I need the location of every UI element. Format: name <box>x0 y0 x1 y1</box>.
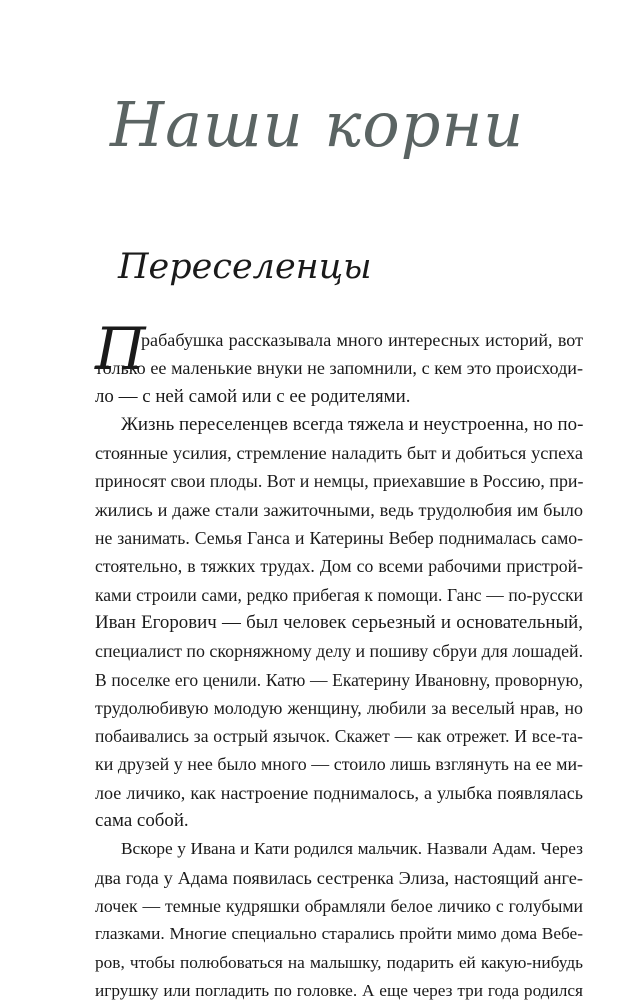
text-line: Вскоре у Ивана и Кати родился мальчик. Назвали Адам. Через <box>121 839 583 859</box>
text-line: ки друзей у нее было много — стоило лишь взглянуть на ее ми- <box>95 754 583 775</box>
chapter-title: Наши корни <box>110 88 525 161</box>
text-line: специалист по скорняжному делу и пошиву сбруи для лошадей. <box>95 641 584 662</box>
text-line: приносят свои плоды. Вот и немцы, приехавшие в Россию, при- <box>95 471 584 492</box>
text-line: ло — с ней самой или с ее родителями. <box>95 385 411 407</box>
text-line: ками строили сами, редко прибегая к помощи. Ганс — по-русски <box>95 584 583 605</box>
text-line: игрушку или погладить по головке. А еще через три года родился <box>95 980 583 1000</box>
body-text <box>95 315 584 1005</box>
text-line: стоятельно, в тяжких трудах. Дом со всеми рабочими пристрой- <box>95 556 583 577</box>
text-line: Иван Егорович — был человек серьезный и основательный, <box>95 611 583 633</box>
text-line: два года у Адама появилась сестренка Элиза, настоящий анге- <box>95 867 583 888</box>
text-line: сама собой. <box>95 810 189 832</box>
text-line: глазками. Многие специально старались пройти мимо дома Вебе- <box>95 924 583 944</box>
section-title: Переселенцы <box>118 247 372 287</box>
text-line: не занимать. Семья Ганса и Катерины Вебер поднималась само- <box>95 528 583 549</box>
text-line: лое личико, как настроение поднималось, а улыбка появлялась <box>95 782 583 803</box>
text-line: лочек — темные кудряшки обрамляли белое личико с голубыми <box>95 895 583 916</box>
text-line: стоянные усилия, стремление наладить быт и добиться успеха <box>95 443 583 464</box>
text-line: В поселке его ценили. Катю — Екатерину Ивановну, проворную, <box>95 669 583 690</box>
text-line: побаивались за острый язычок. Скажет — как отрежет. И все-та- <box>95 726 583 747</box>
text-line: жились и даже стали зажиточными, ведь трудолюбия им было <box>95 499 583 520</box>
text-line: рабабушка рассказывала много интересных историй, вот <box>141 330 583 350</box>
text-line: ров, чтобы полюбоваться на малышку, подарить ей какую-нибудь <box>95 952 583 972</box>
drop-cap: П <box>95 315 146 383</box>
text-line: Жизнь переселенцев всегда тяжела и неустроенна, но по- <box>121 413 584 435</box>
text-line: трудолюбивую молодую женщину, любили за веселый нрав, но <box>95 697 583 718</box>
text-line: только ее маленькие внуки не запомнили, с кем это происходи- <box>95 358 583 379</box>
